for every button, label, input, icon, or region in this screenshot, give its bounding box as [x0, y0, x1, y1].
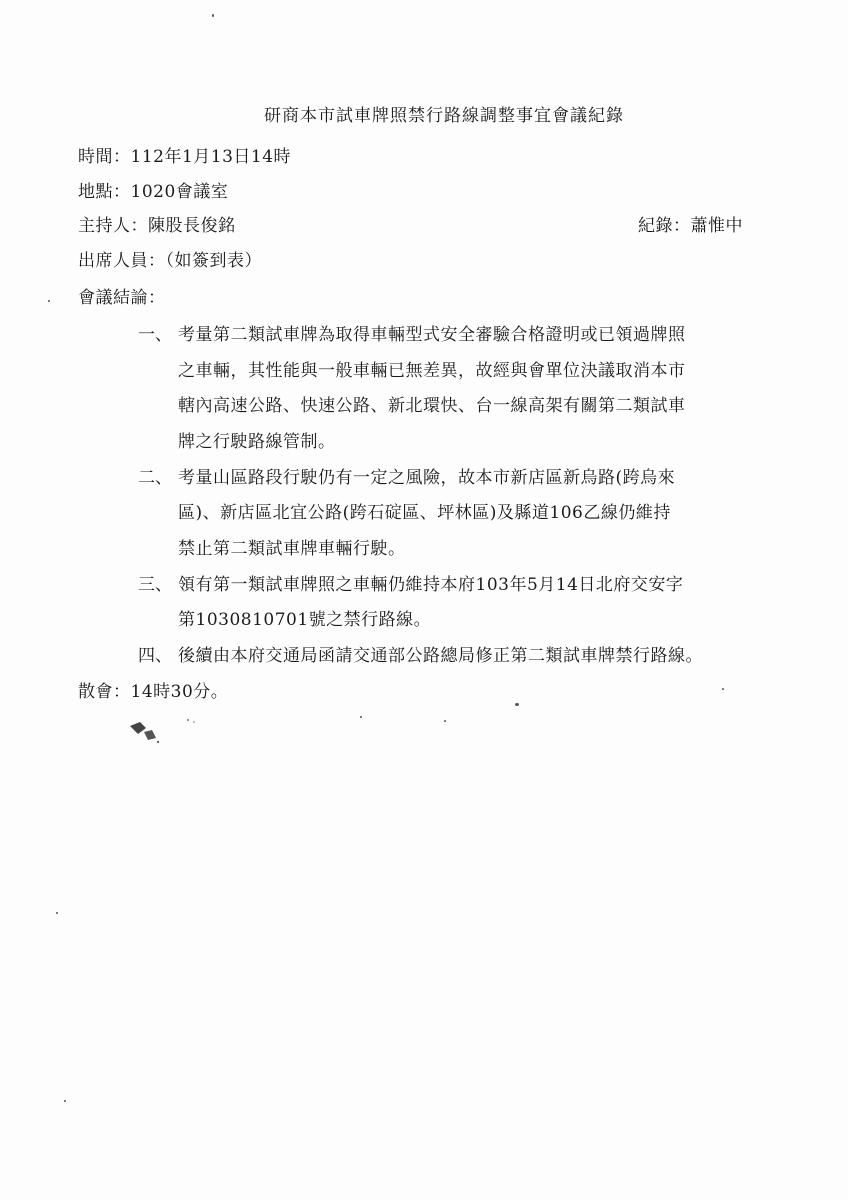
scan-speck — [515, 703, 519, 706]
conclusion-item-number: 三、 — [138, 575, 172, 595]
conclusion-item-line: 考量第二類試車牌為取得車輛型式安全審驗合格證明或已領過牌照 — [178, 325, 686, 345]
conclusion-item-line: 第1030810701號之禁行路線。 — [178, 610, 432, 630]
scan-speck — [212, 14, 214, 17]
scan-speck — [56, 912, 58, 914]
document-title: 研商本市試車牌照禁行路線調整事宜會議紀錄 — [264, 106, 624, 126]
conclusion-item-line: 後續由本府交通局函請交通部公路總局修正第二類試車牌禁行路線。 — [178, 646, 703, 666]
conclusion-item-number: 四、 — [138, 646, 172, 666]
conclusion-heading: 會議結論： — [78, 288, 166, 308]
scan-speck — [48, 300, 50, 302]
conclusion-item-number: 一、 — [138, 325, 172, 345]
conclusion-item-line: 牌之行駛路線管制。 — [178, 432, 336, 452]
scan-speck — [64, 1100, 66, 1102]
scan-speck — [722, 688, 724, 690]
meeting-attendees: 出席人員：（如簽到表） — [78, 251, 262, 271]
conclusion-item-line: 區)、新店區北宜公路(跨石碇區、坪林區)及縣道106乙線仍維持 — [178, 503, 671, 523]
meeting-time: 時間：112年1月13日14時 — [78, 147, 292, 167]
meeting-recorder: 紀錄：蕭惟中 — [638, 216, 743, 236]
conclusion-item-line: 禁止第二類試車牌車輛行駛。 — [178, 539, 406, 559]
meeting-chair: 主持人：陳股長俊銘 — [78, 216, 236, 236]
conclusion-item-number: 二、 — [138, 468, 172, 488]
scan-speck — [360, 716, 362, 718]
conclusion-item-line: 領有第一類試車牌照之車輛仍維持本府103年5月14日北府交安字 — [178, 575, 684, 595]
scan-smudge — [128, 712, 198, 752]
adjourn-time: 散會：14時30分。 — [78, 682, 229, 702]
meeting-place: 地點：1020會議室 — [78, 182, 229, 202]
conclusion-item-line: 轄內高速公路、快速公路、新北環快、台一線高架有關第二類試車 — [178, 396, 686, 416]
conclusion-item-line: 之車輛，其性能與一般車輛已無差異，故經與會單位決議取消本市 — [178, 361, 686, 381]
conclusion-item-line: 考量山區路段行駛仍有一定之風險，故本市新店區新烏路(跨烏來 — [178, 468, 676, 488]
scan-speck — [444, 720, 446, 722]
